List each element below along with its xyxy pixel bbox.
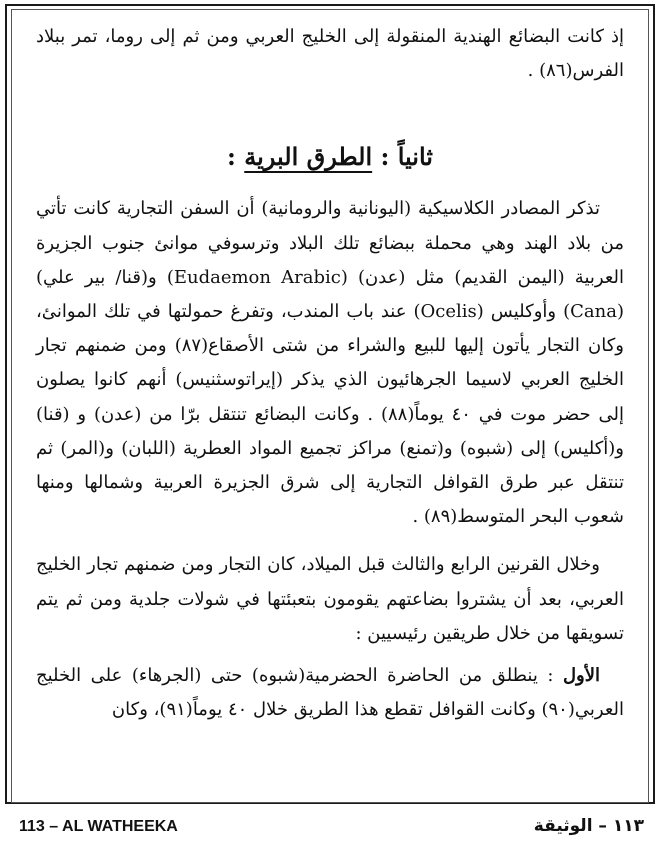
section-heading	[36, 140, 624, 174]
heading-suffix: :	[227, 142, 245, 172]
paragraph-3-label: الأول	[562, 665, 600, 687]
article-body	[36, 20, 624, 727]
paragraph-3-text: : ينطلق من الحاضرة الحضرمية(شبوه) حتى (الجرهاء) على الخليج العربي(٩٠) وكانت القوافل تقطع هذا الطريق خلال ٤٠ يوماً(٩١)، وكان	[36, 665, 624, 721]
paragraph-3	[36, 659, 624, 727]
paragraph-intro: إذ كانت البضائع الهندية المنقولة إلى الخليج العربي ومن ثم إلى روما، تمر ببلاد الفرس(٨٦) .	[36, 26, 624, 82]
paragraph-2: وخلال القرنين الرابع والثالث قبل الميلاد، كان التجار ومن ضمنهم تجار الخليج العربي، بعد أن يشتروا بضاعتهم يقومون بتعبئتها في شولات جلدية ومن ثم يتم تسويقها من خلال طريقين رئيسيين :	[36, 554, 624, 644]
paragraph-1: تذكر المصادر الكلاسيكية (اليونانية والرومانية) أن السفن التجارية كانت تأتي من بلاد الهند وهي محملة ببضائع تلك البلاد وترسوفي موانئ جنوب الجزيرة العربية (اليمن القديم) مثل (عدن) (Eudaemon Arabic) و(قنا/ بير علي) (Cana) وأوكليس (Ocelis) عند باب المندب، وتفرغ حمولتها في تلك الموانئ، وكان التجار يأتون إليها للبيع والشراء من شتى الأصقاع(٨٧) ومن ضمنهم تجار الخليج العربي لاسيما الجرهائيون الذي يذكر (إيراتوسثنيس) أنهم كانوا يصلون إلى حضر موت في ٤٠ يوماً(٨٨) . وكانت البضائع تنتقل برّا من (عدن) و (قنا) و(أكليس) إلى (شبوه) و(تمنع) مراكز تجميع المواد العطرية (اللبان) و(المر) ثم تنتقل عبر طرق القوافل التجارية إلى شرق الجزيرة العربية وشمالها ومنها شعوب البحر المتوسط(٨٩) .	[36, 198, 624, 528]
heading-prefix: ثانياً :	[372, 142, 433, 172]
footer-page-number-arabic: ١١٣ – الوثيقة	[533, 816, 644, 836]
heading-title: الطرق البرية	[244, 142, 373, 172]
footer-page-number-latin: 113 – AL WATHEEKA	[19, 818, 178, 835]
